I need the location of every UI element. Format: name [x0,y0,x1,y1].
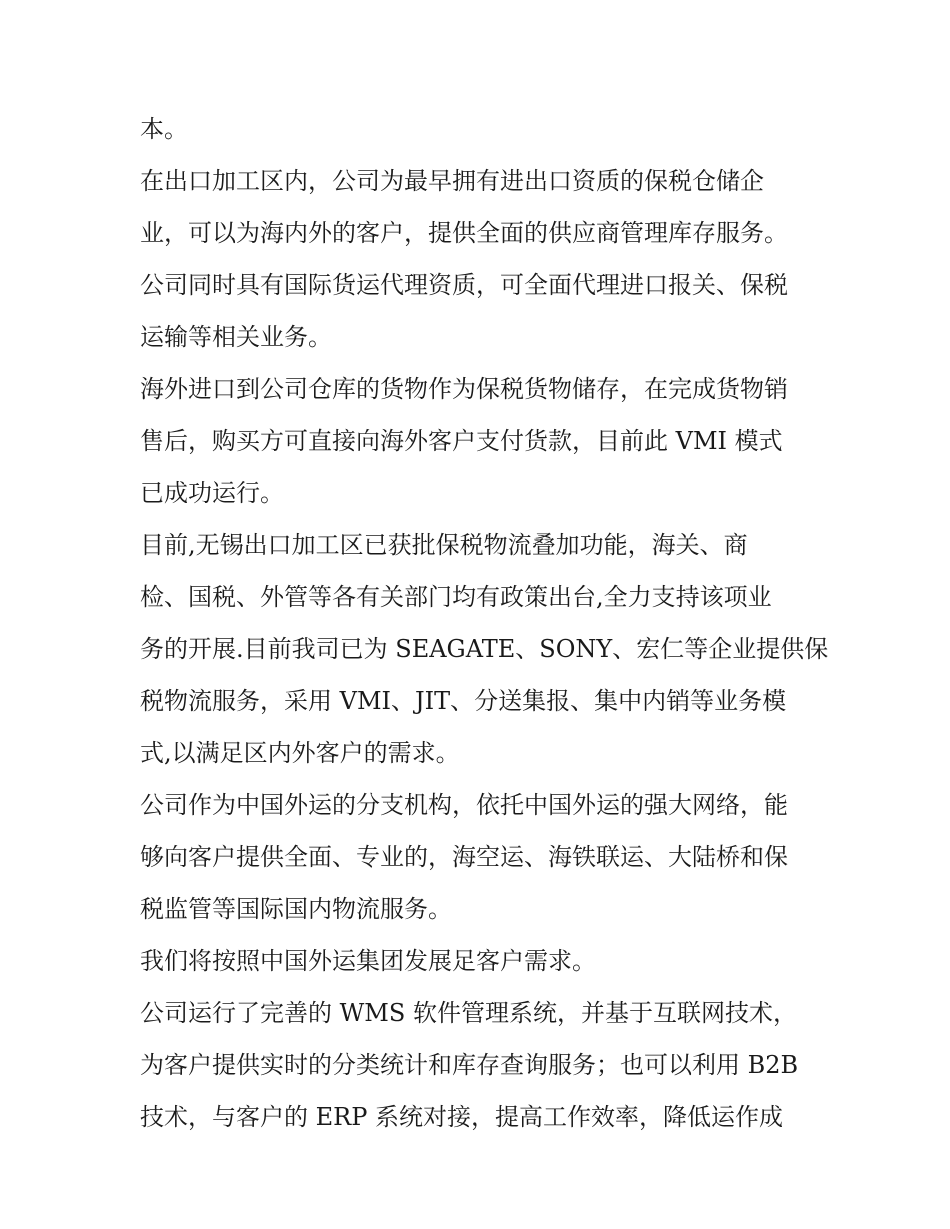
text-line: 已成功运行。 [140,479,284,507]
text-line: 务的开展.目前我司已为 SEAGATE、SONY、宏仁等企业提供保 [140,635,829,663]
text-line: 我们将按照中国外运集团发展足客户需求。 [140,947,596,975]
text-line: 公司运行了完善的 WMS 软件管理系统，并基于互联网技术， [140,999,797,1027]
text-line: 本。 [140,115,188,143]
text-line: 够向客户提供全面、专业的，海空运、海铁联运、大陆桥和保 [140,843,788,871]
document-body [140,103,829,1143]
text-line: 技术，与客户的 ERP 系统对接，提高工作效率，降低运作成 [140,1103,783,1131]
text-line: 公司作为中国外运的分支机构，依托中国外运的强大网络，能 [140,791,788,819]
text-line: 运输等相关业务。 [140,323,332,351]
text-line: 在出口加工区内，公司为最早拥有进出口资质的保税仓储企 [140,167,764,195]
text-line: 海外进口到公司仓库的货物作为保税货物储存，在完成货物销 [140,375,788,403]
text-line: 业，可以为海内外的客户，提供全面的供应商管理库存服务。 [140,219,788,247]
text-line: 公司同时具有国际货运代理资质，可全面代理进口报关、保税 [140,271,788,299]
text-line: 税监管等国际国内物流服务。 [140,895,452,923]
text-line: 售后，购买方可直接向海外客户支付货款，目前此 VMI 模式 [140,427,783,455]
text-line: 检、国税、外管等各有关部门均有政策出台,全力支持该项业 [140,583,772,611]
text-line: 目前,无锡出口加工区已获批保税物流叠加功能，海关、商 [140,531,748,559]
text-line: 式,以满足区内外客户的需求。 [140,739,460,767]
text-line: 税物流服务，采用 VMI、JIT、分送集报、集中内销等业务模 [140,687,787,715]
text-line: 为客户提供实时的分类统计和库存查询服务；也可以利用 B2B [140,1051,799,1079]
